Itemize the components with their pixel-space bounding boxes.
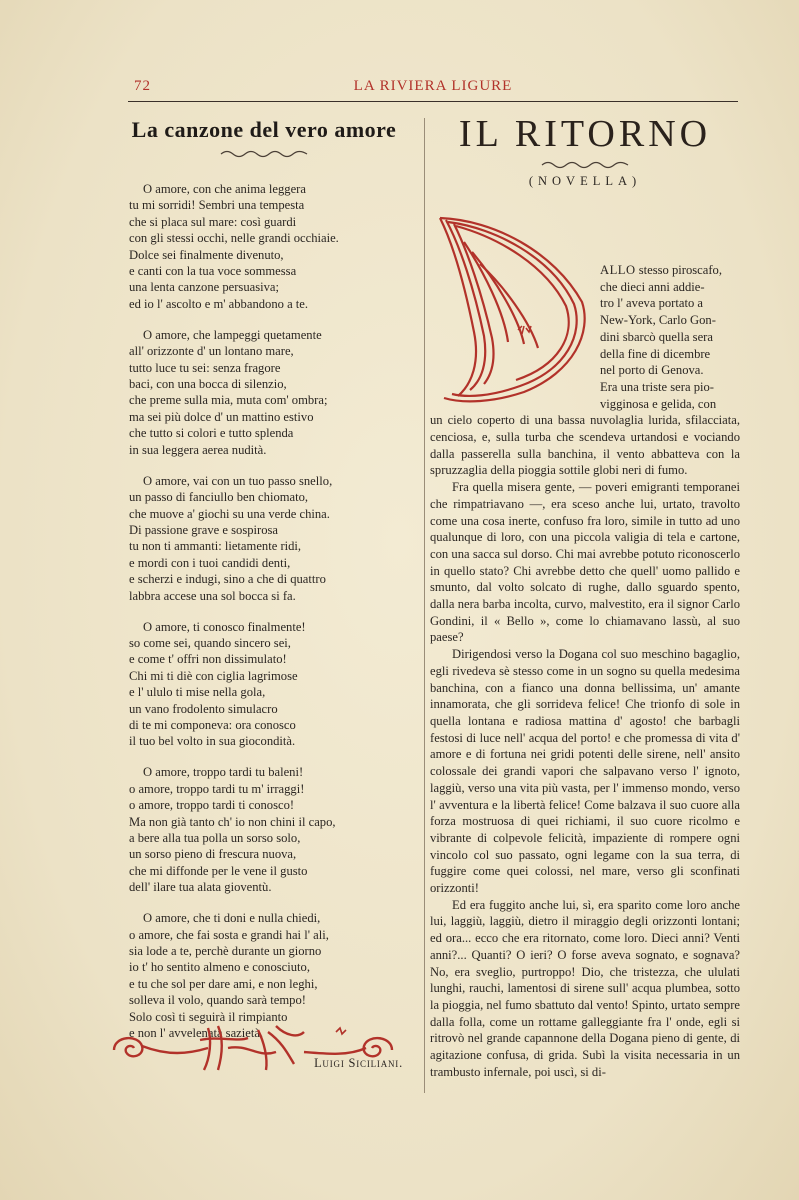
header-rule	[128, 101, 738, 102]
poem-line: labbra accese una sol bocca si fa.	[129, 588, 296, 603]
poem-body	[125, 181, 403, 1041]
poem-line: e l' ululo ti mise nella gola,	[129, 685, 266, 700]
poem-stanza	[129, 473, 403, 604]
story-paragraph-1-continued: un cielo coperto di una bassa nuvolaglia lurida, sfilacciata, cenciosa, e, sulla turba che scendeva urtandosi e vociando dalla passerella sulla banchina, il vento abbatteva con la spruzzaglia della pioggia sottile globi neri di fumo.	[430, 413, 740, 478]
poem-line: sia lode a te, perchè durante un giorno	[129, 944, 322, 959]
poem-line: ed io l' ascolto e m' abbandono a te.	[129, 296, 309, 311]
poem-stanza	[129, 764, 403, 895]
poem-line: e canti con la tua voce sommessa	[129, 264, 297, 279]
journal-title: LA RIVIERA LIGURE	[353, 78, 513, 94]
poem-author: Luigi Siciliani.	[314, 1056, 403, 1071]
dropcap-line	[430, 329, 740, 346]
poem-line: O amore, troppo tardi tu baleni!	[143, 765, 304, 780]
dropcap-line	[430, 362, 740, 379]
poem-line: Dolce sei finalmente divenuto,	[129, 247, 284, 262]
poem-line: all' orizzonte d' un lontano mare,	[129, 344, 294, 359]
column-divider	[424, 118, 425, 1093]
poem-line: O amore, con che anima leggera	[143, 182, 306, 196]
poem-line: e scherzi e indugi, sino a che di quattro	[129, 572, 326, 587]
dropcap-line	[430, 346, 740, 363]
poem-stanza	[129, 327, 403, 458]
poem-line: a bere alla tua polla un sorso solo,	[129, 831, 301, 845]
dropcap-line	[430, 379, 740, 396]
dropcap-line-text: che dieci anni addie-	[600, 279, 705, 294]
poem-line: Chi mi ti diè con ciglia lagrimose	[129, 668, 298, 683]
poem-line: tutto luce tu sei: senza fragore	[129, 360, 281, 375]
poem-line: o amore, che fai sosta e grandi hai l' ali,	[129, 927, 329, 942]
poem-line: che tutto si colori e tutto splenda	[129, 426, 294, 441]
dropcap-line-text: nel porto di Genova.	[600, 363, 704, 378]
poem-line: so come sei, quando sincero sei,	[129, 635, 291, 650]
title-flourish-ornament	[540, 160, 630, 170]
story-body	[430, 262, 740, 1080]
poem-line: dell' ilare tua alata gioventù.	[129, 880, 272, 895]
poem-line: o amore, troppo tardi tu m' irraggi!	[129, 781, 305, 796]
dropcap-line-text: della fine di dicembre	[600, 346, 711, 361]
poem-line: O amore, che ti doni e nulla chiedi,	[143, 911, 321, 926]
dropcap-line-text: dini sbarcò quella sera	[600, 329, 713, 344]
decorative-tailpiece-ornament	[108, 1018, 398, 1076]
poem-line: O amore, ti conosco finalmente!	[143, 619, 306, 634]
story-paragraph: Fra quella misera gente, — poveri emigranti temporanei che rimpatriavano —, era sceso anche lui, urtato, travolto come una cosa inerte, confuso fra loro, simile in tutto ad uno qualunque di loro, con una piccola valigia di tela e cartone, con una sacca sul dorso. Chi mai avrebbe potuto riconoscerlo in quello stato? Chi avrebbe detto che quell' uomo pallido e smunto, dal volto solcato di rughe, dallo sguardo spento, dalla nera barba incolta, curvo, malvestito, era il signor Carlo Gondini, il « Bello », come lo chiamavano lassù, al suo paese?	[430, 480, 740, 645]
poem-line: Ma non già tanto ch' io non chini il capo,	[129, 814, 336, 829]
dropcap-paragraph-opening	[430, 262, 740, 412]
poem-line: che muove a' giochi su una verde china.	[129, 506, 330, 521]
story-paragraphs	[430, 479, 740, 1080]
poem-line: che preme sulla mia, muta com' ombra;	[129, 393, 328, 408]
dropcap-line	[430, 312, 740, 329]
dropcap-line-text: New-York, Carlo Gon-	[600, 313, 716, 328]
poem-line: di te mi componeva: ora conosco	[129, 717, 296, 732]
page-header	[128, 78, 738, 100]
title-flourish-ornament	[219, 149, 309, 159]
dropcap-line-text: stesso piroscafo,	[635, 263, 722, 277]
poem-line: e mordi con i tuoi candidi denti,	[129, 555, 291, 570]
poem-line: in sua leggera aerea nudità.	[129, 442, 267, 457]
dropcap-line	[430, 279, 740, 296]
poem-line: Di passione grave e sospirosa	[129, 522, 278, 537]
poem-line: un passo di fanciullo ben chiomato,	[129, 490, 309, 505]
poem-line: e tu che sol per dare ami, e non leghi,	[129, 976, 318, 991]
dropcap-line-text: Era una triste sera pio-	[600, 379, 714, 394]
poem-stanza	[129, 181, 403, 312]
poem-line: una lenta canzone persuasiva;	[129, 280, 280, 295]
poem-line: ma sei più dolce d' un mattino estivo	[129, 409, 314, 424]
poem-line: che si placa sul mare: così guardi	[129, 214, 297, 229]
poem-line: tu non ti ammanti: lietamente ridi,	[129, 539, 302, 554]
poem-line: un sorso pieno di frescura nuova,	[129, 847, 297, 862]
poem-line: un vano frodolento simulacro	[129, 701, 278, 716]
dropcap-line-text: tro l' aveva portato a	[600, 296, 703, 311]
dropcap-line-text: vigginosa e gelida, con	[600, 396, 717, 411]
poem-line: O amore, vai con un tuo passo snello,	[143, 473, 333, 488]
story-title: IL RITORNO	[458, 113, 712, 155]
story-subtitle: (NOVELLA)	[528, 174, 642, 188]
poem-line: con gli stessi occhi, nelle grandi occhiaie.	[129, 231, 339, 246]
poem-line: che mi diffonde per le vene il gusto	[129, 863, 308, 878]
dropcap-line	[430, 295, 740, 312]
dropcap-first-word: ALLO	[600, 263, 636, 277]
poem-title: La canzone del vero amore	[131, 117, 397, 142]
poem-line: il tuo bel volto in sua giocondità.	[129, 734, 296, 749]
poem-line: io t' ho sentito almeno e conosciuto,	[129, 960, 310, 975]
poem-line: Solo così ti seguirà il rimpianto	[129, 1009, 288, 1024]
poem-line: tu mi sorridi! Sembri una tempesta	[129, 198, 305, 213]
poem-line: O amore, che lampeggi quetamente	[143, 327, 322, 342]
poem-stanza	[129, 619, 403, 750]
story-paragraph: Dirigendosi verso la Dogana col suo meschino bagaglio, egli rivedeva sè stesso come in un sogno su quella medesima banchina, con a fianco una donna bellissima, un' amante innamorata, che gli sorrideva felice! Che trionfo di sole in quella lontana e radiosa mattina d' agosto! che barbagli festosi di luce nell' acqua del porto! e che promessa di vita d' amore e di fortuna nei gridi potenti delle sirene, nell' ansito colossale dei grandi vapori che salpavano verso l' ignoto, laggiù, verso una vita più vasta, per l' immenso mondo, verso l' avventura e la libertà felice! Come balzava il suo cuore alla forza mostruosa di quei richiami, il suo cuore ricolmo e vibrante di colpevole felicità, impaziente di rompere ogni vincolo col suo passato, ogni legame con la sua terra, di fuggire come quei colossi, nel mare, verso gli sconfinati orizzonti!	[430, 647, 740, 896]
poem-line: o amore, troppo tardi ti conosco!	[129, 798, 295, 813]
story-paragraph: Ed era fuggito anche lui, sì, era sparito come loro anche lui, laggiù, laggiù, dietro il miraggio degli orizzonti lontani; ed ora... ecco che era ritornato, come loro. Dieci anni? Venti anni?... Quanti? O ieri? O forse aveva sognato, e sognava? No, era sveglio, purtroppo! Dio, che tristezza, che ululati lunghi, rauchi, lamentosi di sirene sull' acqua plumbea, sotto la pioggia, nel fumo sbattuto dal vento! Spinto, urtato sempre dalla folla, come un rottame galleggiante fra l' onde, egli si ritrovò nel grande capannone della Dogana pieno di gente, di agitazione confusa, di grida. Subì la visita necessaria in un trambusto infernale, poi uscì, si di-	[430, 897, 740, 1079]
poem-column	[125, 115, 403, 1071]
poem-line: solleva il volo, quando sarà tempo!	[129, 993, 306, 1008]
poem-line: baci, con una bocca di silenzio,	[129, 377, 287, 392]
dropcap-line	[430, 262, 740, 279]
dropcap-line	[430, 396, 740, 413]
story-column	[430, 112, 740, 1079]
poem-line: e come t' offri non dissimulato!	[129, 652, 287, 667]
poem-line: e non l' avvelenata sazietà.	[129, 1026, 264, 1041]
page-number: 72	[134, 78, 151, 94]
